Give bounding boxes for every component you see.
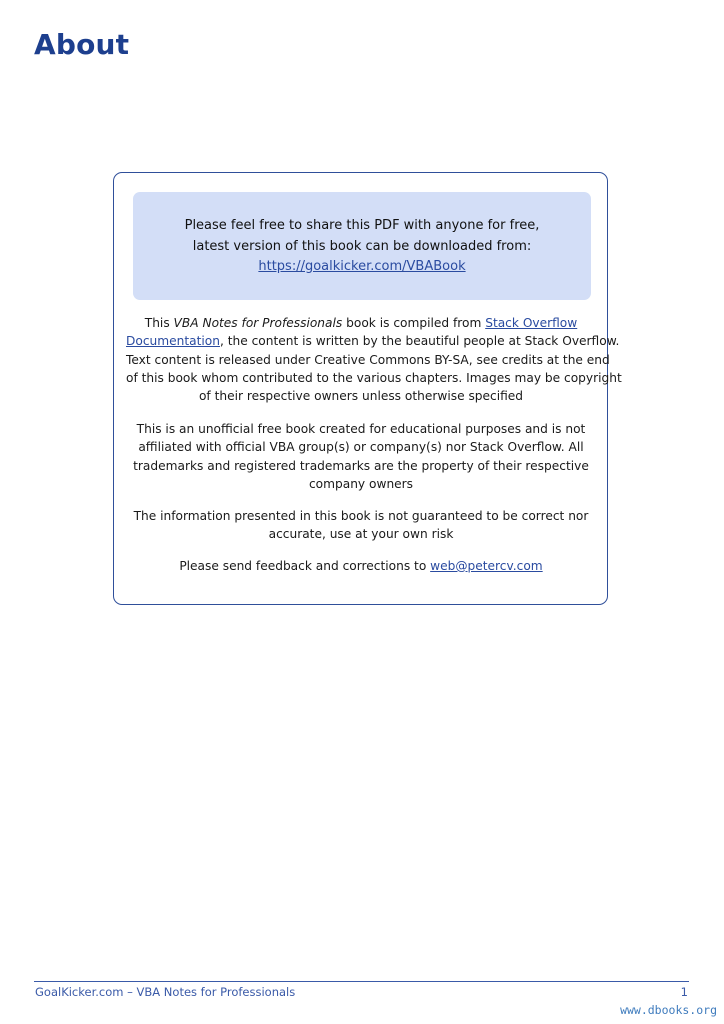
share-notice-line-1: Please feel free to share this PDF with anyone for free, (184, 218, 540, 233)
watermark-url: www.dbooks.org (620, 1003, 717, 1017)
warranty-paragraph (126, 507, 596, 544)
disclaimer-line-3: trademarks and registered trademarks are the property of their respective (133, 458, 589, 473)
book-download-link[interactable]: https://goalkicker.com/VBABook (258, 259, 466, 274)
stack-overflow-link[interactable]: Stack Overflow (485, 316, 578, 330)
footer-divider (34, 981, 689, 982)
footer-book-title: GoalKicker.com – VBA Notes for Professionals (35, 985, 296, 999)
book-title-italic: VBA Notes for Professionals (173, 316, 343, 330)
license-line: Text content is released under Creative Commons BY-SA, see credits at the end (126, 352, 610, 367)
share-notice-box (133, 192, 591, 300)
page-number: 1 (680, 985, 688, 999)
feedback-paragraph (126, 557, 596, 575)
documentation-link[interactable]: Documentation (126, 334, 220, 349)
disclaimer-line-2: affiliated with official VBA group(s) or company(s) nor Stack Overflow. All (138, 440, 584, 455)
disclaimer-paragraph (126, 420, 596, 493)
compilation-text-a: This (144, 316, 174, 330)
credits-line: of this book whom contributed to the various chapters. Images may be copyright (126, 370, 622, 385)
share-notice-line-2: latest version of this book can be downloaded from: (192, 238, 532, 254)
about-box (113, 172, 622, 605)
compilation-paragraph (126, 314, 622, 405)
compilation-text-c: , the content is written by the beautiful people at Stack Overflow. (219, 334, 620, 349)
feedback-email-link[interactable]: web@petercv.com (430, 559, 543, 573)
disclaimer-line-4: company owners (308, 476, 414, 491)
compilation-text-b: book is compiled from (342, 316, 486, 330)
warranty-line-1: The information presented in this book is not guaranteed to be correct nor (133, 509, 589, 523)
disclaimer-line-1: This is an unofficial free book created for educational purposes and is not (136, 422, 586, 436)
page-title: About (34, 28, 130, 61)
owners-line: of their respective owners unless otherwise specified (198, 389, 524, 404)
warranty-line-2: accurate, use at your own risk (268, 527, 454, 542)
feedback-text: Please send feedback and corrections to (179, 559, 431, 573)
